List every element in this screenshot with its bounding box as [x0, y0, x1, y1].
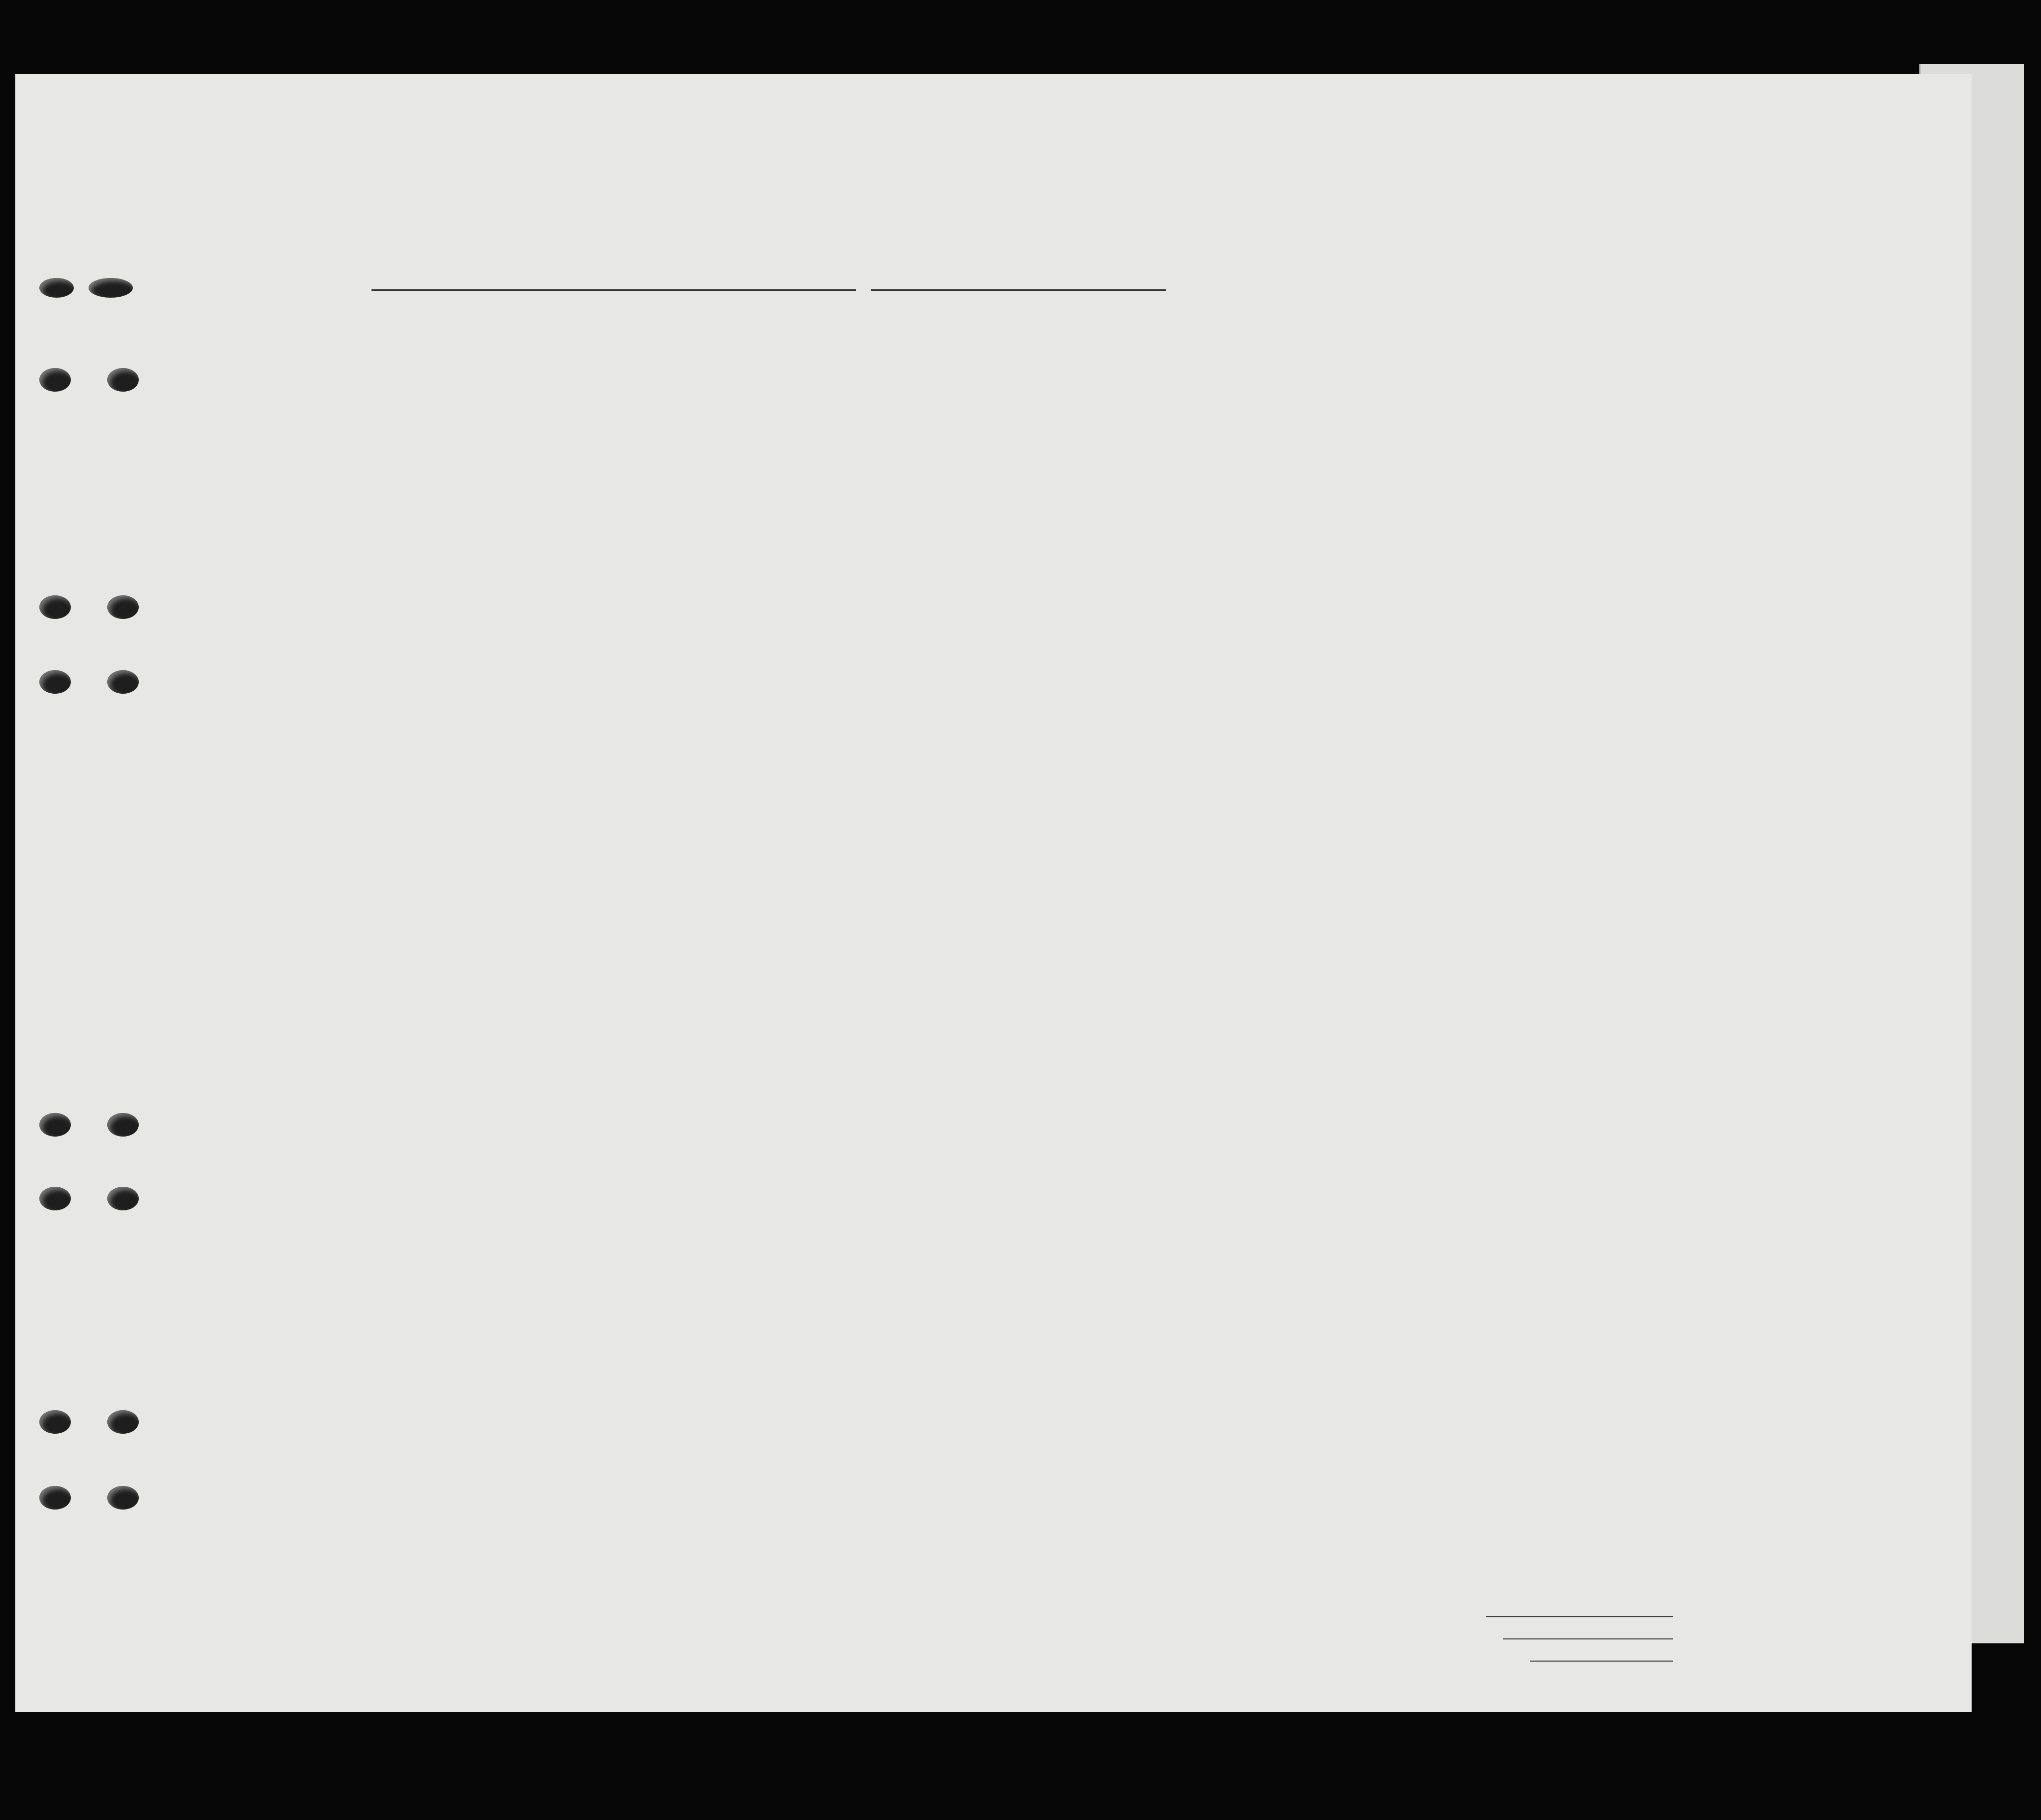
manifest-sheet [15, 74, 1972, 1712]
